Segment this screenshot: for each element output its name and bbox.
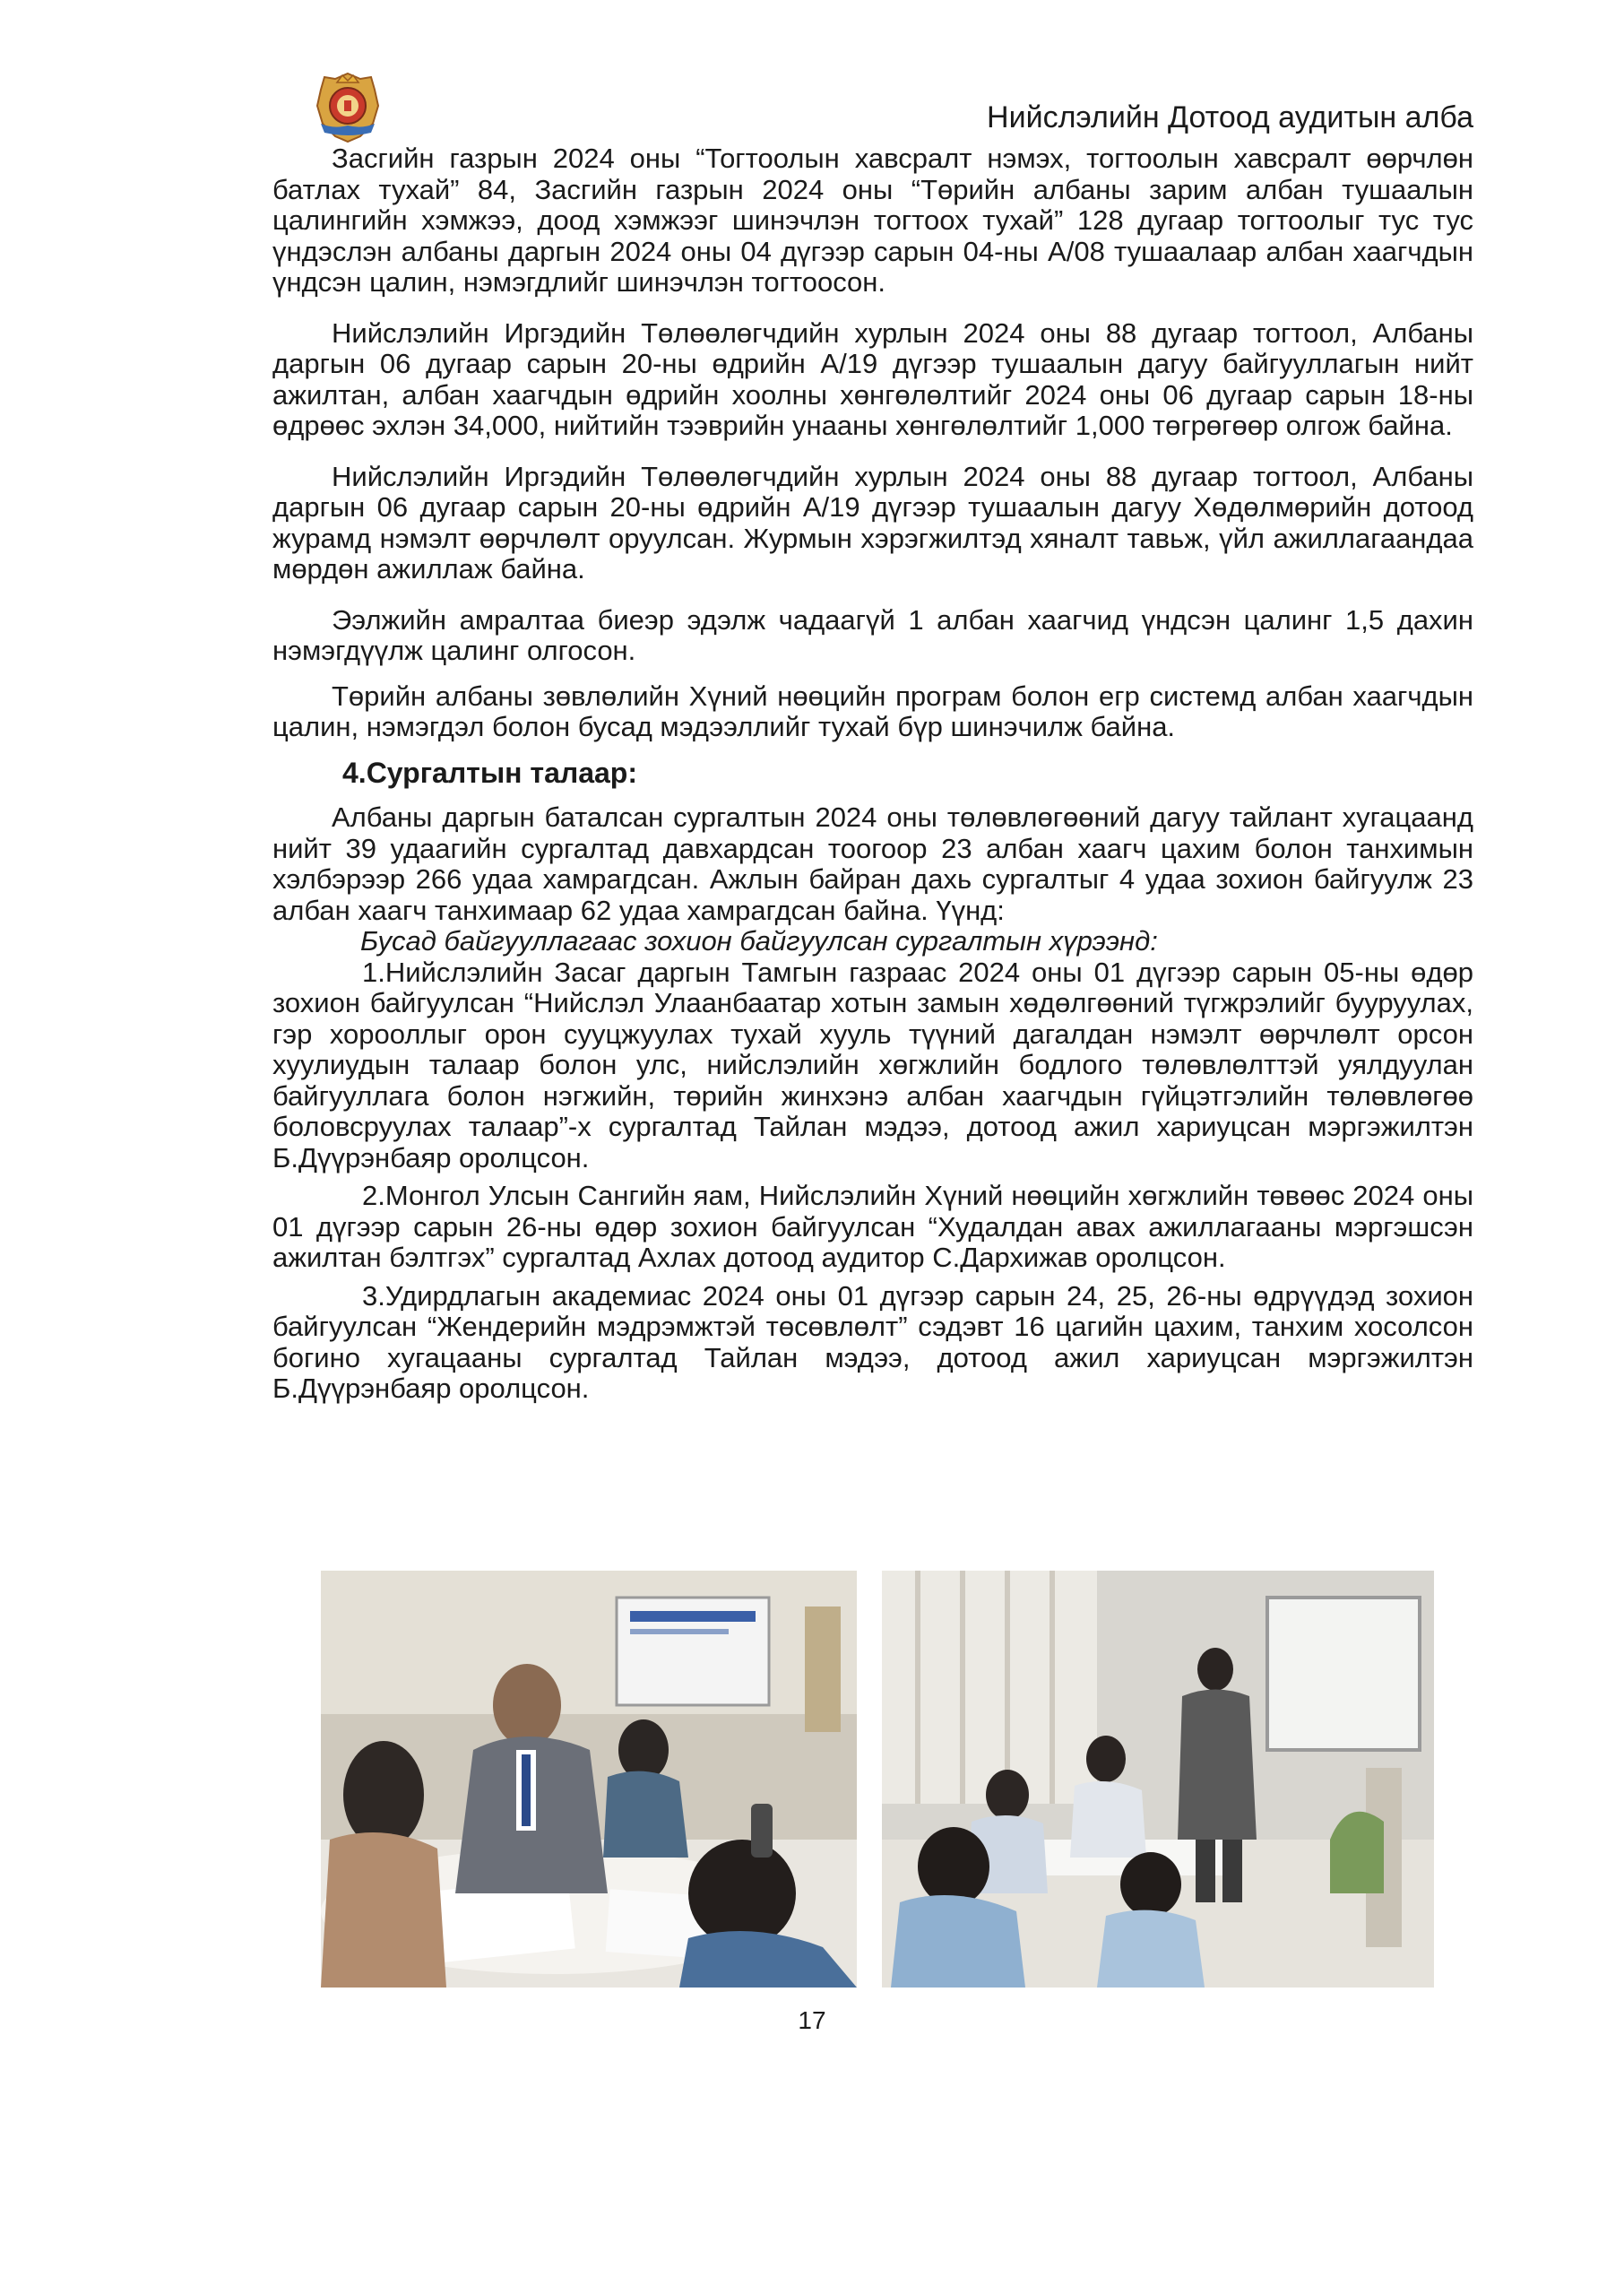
paragraph-internal-rules: Нийслэлийн Иргэдийн Төлөөлөгчдийн хурлын 2024 оны 88 дугаар тогтоол, Албаны даргын 06 дугаар сарын 20-ны өдрийн А/19 дүгээр тушаалын дагуу Хөдөлмөрийн дотоод журамд нэмэлт өөрчлөлт оруулсан. Журмын хэрэгжилтэд хяналт тавьж, үйл ажиллагаандаа мөрдөн ажиллаж байна. — [272, 460, 1473, 585]
paragraph-meal-allowance: Нийслэлийн Иргэдийн Төлөөлөгчдийн хурлын 2024 оны 88 дугаар тогтоол, Албаны даргын 06 дугаар сарын 20-ны өдрийн А/19 дүгээр тушаалын дагуу байгууллагын нийт ажилтан, албан хаагчдын өдрийн хоолны хөнгөлөлтийг 2024 оны 06 дугаар сарын 18-ны өдрөөс эхлэн 34,000, нийтийн тээврийн унааны хөнгөлөлтийг 1,000 төгрөгөөр олгож байна. — [272, 316, 1473, 441]
paragraph-hr-system: Төрийн албаны зөвлөлийн Хүний нөөцийн програм болон егр системд албан хаагчдын цалин, нэмэгдэл болон бусад мэдээллийг тухай бүр шинэчилж байна. — [272, 680, 1473, 742]
training-item-1: 1.Нийслэлийн Засаг даргын Тамгын газраас 2024 оны 01 дүгээр сарын 05-ны өдөр зохион байгуулсан “Нийслэл Улаанбаатар хотын замын хөдөлгөөний түгжрэлийг бууруулах, гэр хорооллыг орон сууцжуулах тухай хууль түүний дагалдан нэмэлт өөрчлөлт орсон хуулиудын талаар болон улс, нийслэлийн хөгжлийн бодлого төлөвлөлттэй уялдуулан байгууллага болон нэгжийн, төрийн жинхэнэ албан хаагчдын гүйцэтгэлийн төлөвлөгөө боловсруулах талаар”-х сургалтад Тайлан мэдээ, дотоод ажил хариуцсан мэргэжилтэн Б.Дүүрэнбаяр оролцсон. — [272, 956, 1473, 1173]
section-subheading: Бусад байгууллагаас зохион байгуулсан сургалтын хүрээнд: — [360, 925, 1158, 957]
document-body — [272, 143, 1473, 1412]
page-number: 17 — [798, 2006, 826, 2034]
section-intro: Албаны даргын баталсан сургалтын 2024 оны төлөвлөгөөний дагуу тайлант хугацаанд нийт 39 удаагийн сургалтад давхардсан тоогоор 23 албан хаагч цахим болон танхимын хэлбэрээр 266 удаа хамрагдсан. Ажлын байран дахь сургалтыг 4 удаа зохион байгуулж 23 албан хаагч танхимаар 62 удаа хамрагдсан байна. Үүнд: — [272, 801, 1473, 926]
paragraph-salary: Засгийн газрын 2024 оны “Тогтоолын хавсралт нэмэх, тогтоолын хавсралт өөрчлөн батлах тухай” 84, Засгийн газрын 2024 оны “Төрийн албаны зарим албан тушаалын цалингийн хэмжээ, доод хэмжээг шинэчлэн тогтоох тухай” 128 дугаар тогтоолыг тус тус үндэслэн албаны даргын 2024 оны 04 дүгээр сарын 04-ны А/08 тушаалаар албан хаагчдын үндсэн цалин, нэмэгдлийг шинэчлэн тогтоосон. — [272, 143, 1473, 298]
training-photo-right — [882, 1571, 1434, 1988]
training-item-2: 2.Монгол Улсын Сангийн яам, Нийслэлийн Хүний нөөцийн хөгжлийн төвөөс 2024 оны 01 дүгээр сарын 26-ны өдөр зохион байгуулсан “Худалдан авах ажиллагааны мэргэшсэн ажилтан бэлтгэх” сургалтад Ахлах дотоод аудитор С.Дархижав оролцсон. — [272, 1180, 1473, 1273]
training-item-3: 3.Удирдлагын академиас 2024 оны 01 дүгээр сарын 24, 25, 26-ны өдрүүдэд зохион байгуулсан “Жендерийн мэдрэмжтэй төсөвлөлт” сэдэвт 16 цагийн цахим, танхим хосолсон богино хугацааны сургалтад Тайлан мэдээ, дотоод ажил хариуцсан мэргэжилтэн Б.Дүүрэнбаяр оролцсон. — [272, 1279, 1473, 1404]
paragraph-vacation: Ээлжийн амралтаа биеэр эдэлж чадаагүй 1 албан хаагчид үндсэн цалинг 1,5 дахин нэмэгдүүлж цалинг олгосон. — [272, 603, 1473, 666]
city-emblem-icon — [315, 70, 380, 143]
training-photo-left — [321, 1571, 857, 1988]
section-heading: 4.Сургалтын талаар: — [342, 756, 637, 789]
organization-header: Нийслэлийн Дотоод аудитын алба — [987, 100, 1473, 134]
